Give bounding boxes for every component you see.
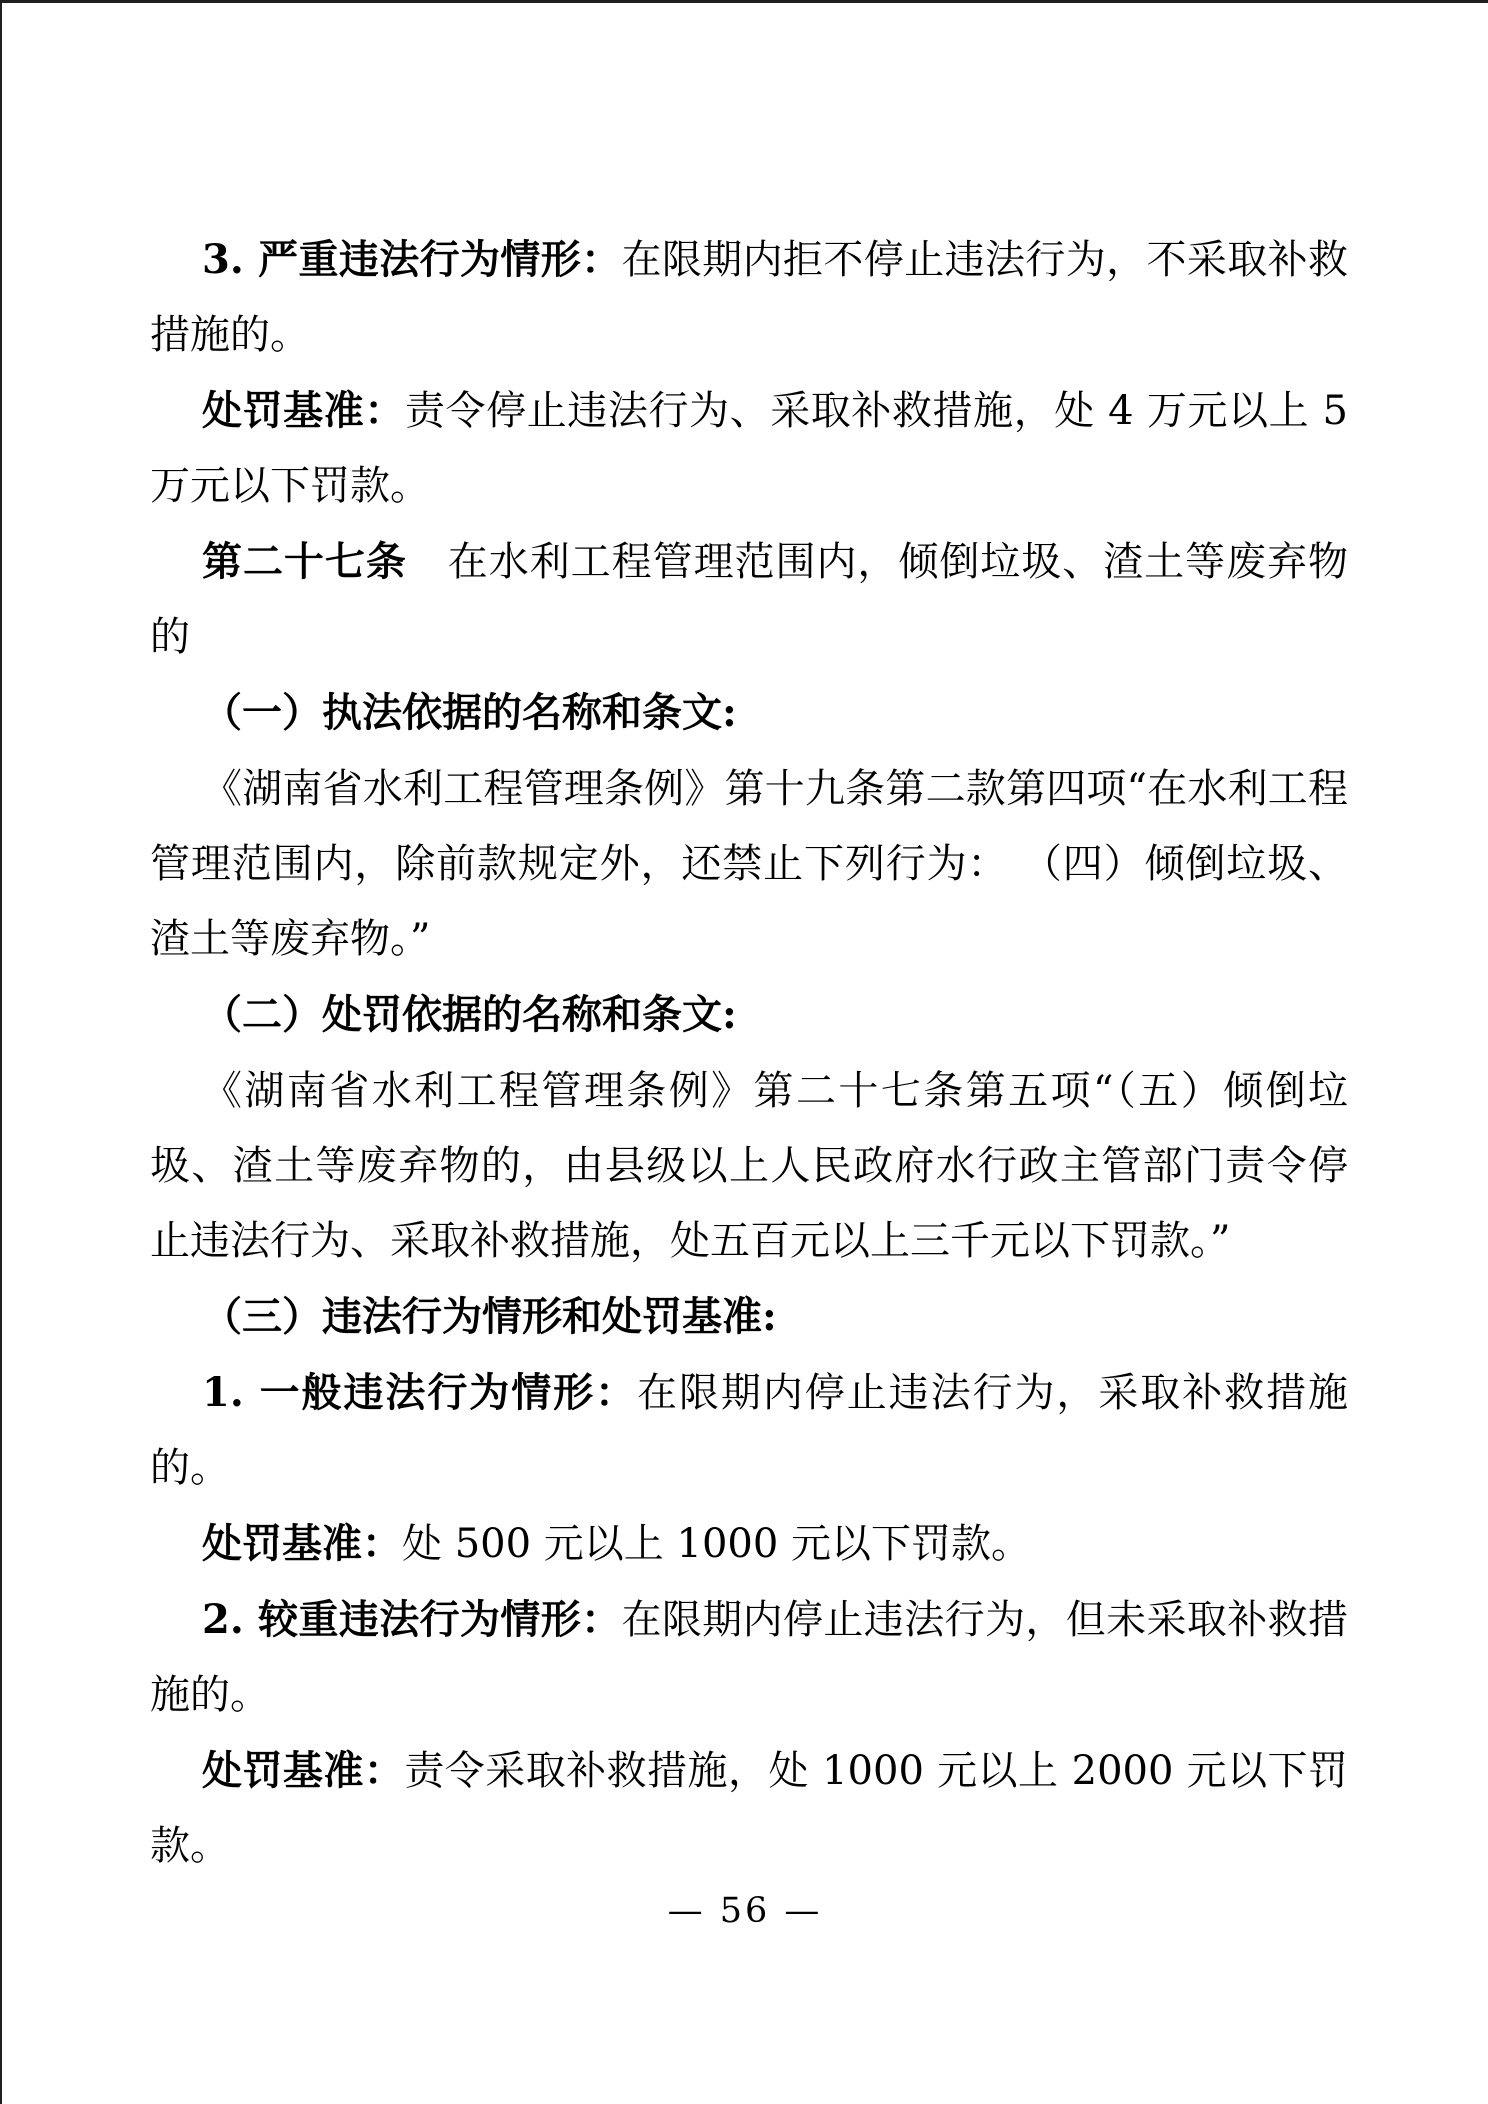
paragraph-penalty-standard-1	[150, 373, 1348, 524]
paragraph-bold-label: 处罚基准：	[202, 387, 405, 434]
paragraph-bold-label: （三）违法行为情形和处罚基准:	[202, 1293, 777, 1340]
paragraph-bold-label: 1. 一般违法行为情形：	[202, 1369, 638, 1416]
paragraph-regulation-article-27	[150, 1053, 1348, 1279]
heading-violation-circumstances	[150, 1279, 1348, 1355]
paragraph-text: 责令采取补救措施，处 1000 元以上 2000 元以下罚款。	[150, 1748, 1349, 1869]
paragraph-bold-label: （一）执法依据的名称和条文:	[202, 689, 737, 736]
paragraph-bold-label: 3. 严重违法行为情形：	[202, 236, 622, 283]
paragraph-bold-label: 处罚基准：	[202, 1520, 402, 1567]
paragraph-regulation-article-19	[150, 751, 1348, 977]
paragraph-severe-violation	[150, 222, 1348, 373]
paragraph-penalty-standard-2	[150, 1506, 1348, 1582]
paragraph-text: 在限期内停止违法行为，采取补救措施的。	[150, 1370, 1349, 1491]
paragraph-text: 责令停止违法行为、采取补救措施，处 4 万元以上 5 万元以下罚款。	[150, 388, 1349, 509]
heading-law-enforcement-basis	[150, 675, 1348, 751]
paragraph-penalty-standard-3	[150, 1733, 1348, 1884]
paragraph-text: 在限期内拒不停止违法行为，不采取补救措施的。	[150, 237, 1349, 358]
paragraph-text: 《湖南省水利工程管理条例》第十九条第二款第四项“在水利工程管理范围内，除前款规定外，还禁止下列行为： （四）倾倒垃圾、渣土等废弃物。”	[150, 766, 1348, 962]
heading-penalty-basis	[150, 977, 1348, 1053]
paragraph-bold-label: 2. 较重违法行为情形：	[202, 1596, 622, 1643]
paragraph-text: 《湖南省水利工程管理条例》第二十七条第五项“（五）倾倒垃圾、渣土等废弃物的，由县级以上人民政府水行政主管部门责令停止违法行为、采取补救措施，处五百元以上三千元以下罚款。”	[150, 1068, 1348, 1264]
paragraph-general-violation	[150, 1355, 1348, 1506]
page-number: — 56 —	[667, 1891, 823, 1931]
paragraph-bold-label: 处罚基准：	[202, 1747, 405, 1794]
paragraph-moderate-violation	[150, 1582, 1348, 1733]
paragraph-text: 在水利工程管理范围内，倾倒垃圾、渣土等废弃物的	[150, 539, 1349, 660]
paragraph-bold-label: （二）处罚依据的名称和条文:	[202, 991, 737, 1038]
paragraph-text: 在限期内停止违法行为，但未采取补救措施的。	[150, 1597, 1349, 1718]
document-body	[150, 222, 1348, 1884]
paragraph-text: 处 500 元以上 1000 元以下罚款。	[402, 1521, 1032, 1567]
paragraph-bold-label: 第二十七条	[202, 538, 407, 585]
paragraph-article-27	[150, 524, 1348, 675]
